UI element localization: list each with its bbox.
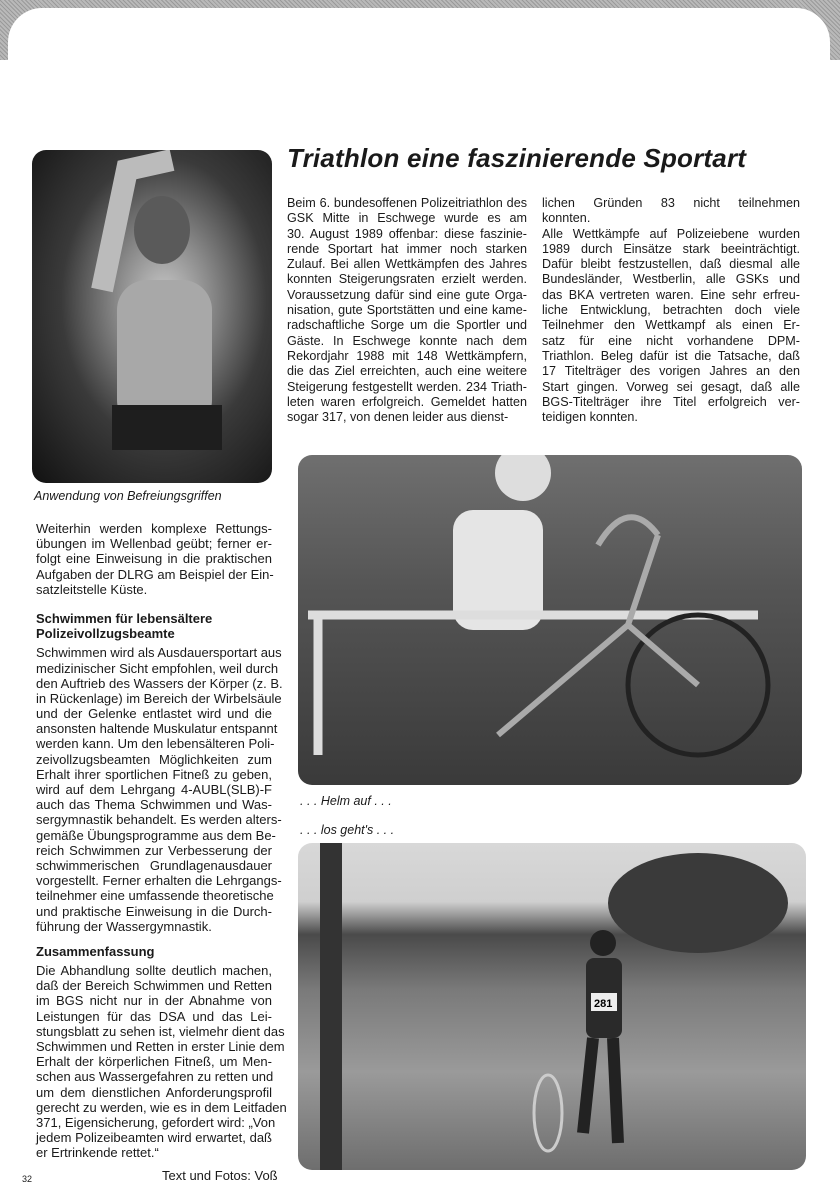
- text-line: Leistungen für das DSA und das Lei-: [36, 1008, 272, 1024]
- text-line: gerecht zu werden, wie es in dem Leitfaden: [36, 1099, 287, 1115]
- text-line: 30. August 1989 offenbar: diese faszinie-: [287, 226, 527, 241]
- text-line: konnten Steigerungsraten erzielt werden.: [287, 272, 527, 287]
- text-line: Teilnehmer den Wettkampf als einen Er-: [542, 318, 800, 333]
- text-line: jedem Polizeibeamten wird erwartet, daß: [36, 1130, 272, 1146]
- text-line: Zulauf. Bei allen Wettkämpfen des Jahres: [287, 257, 527, 272]
- text-line: die das Ziel erreichten, auch eine weitere: [287, 364, 527, 379]
- text-line: wird auf dem Lehrgang 4-AUBL(SLB)-F: [36, 782, 272, 797]
- page-number: 32: [22, 1174, 33, 1184]
- photo2-caption: . . . Helm auf . . .: [300, 794, 392, 808]
- paragraph: [542, 227, 800, 426]
- text-line: radschaftliche Sorge um die Sportler und: [287, 318, 527, 333]
- text-line: satzleitstelle Küste.: [36, 581, 148, 597]
- paragraph: [36, 963, 287, 1161]
- text-line: BGS-Titelträger ihre Titel erfolgreich ver-: [542, 394, 800, 409]
- credit-line: Text und Fotos: Voß: [162, 1168, 278, 1183]
- text-line: und der Gelenke entlastet wird und die: [36, 706, 272, 722]
- text-line: stungsblatt zu sehen ist, vielmehr dient das: [36, 1023, 285, 1039]
- text-line: schwimmerischen Grundlagenausdauer: [36, 857, 272, 873]
- spacer: [36, 934, 272, 938]
- text-line: teidigen konnten.: [542, 410, 638, 425]
- text-line: 1989 durch Einsätze stark beeinträchtigt.: [542, 241, 800, 256]
- photo1-caption: Anwendung von Befreiungsgriffen: [34, 489, 222, 503]
- text-line: 371, Eigensicherung, gefordert wird: „Von: [36, 1114, 276, 1130]
- left-column-text: [36, 521, 287, 1161]
- text-line: führung der Wassergymnastik.: [36, 918, 212, 934]
- text-line: vorgestellt. Ferner erhalten die Lehrgangs-: [36, 873, 282, 889]
- text-line: nisation, gute Sportstätten und eine kame-: [287, 303, 527, 318]
- text-line: Steigerung festgestellt werden. 234 Triath-: [287, 379, 527, 394]
- text-line: den Auftrieb des Wassers der Körper (z. B.: [36, 675, 283, 691]
- text-line: werden kann. Um den lebensälteren Poli-: [36, 736, 275, 752]
- spacer: [36, 597, 272, 605]
- text-line: Polizeivollzugsbeamte: [36, 626, 175, 642]
- text-line: Start gingen. Vorweg sei gesagt, daß alle: [542, 379, 800, 394]
- text-line: ansonsten haltende Muskulatur entspannt: [36, 721, 278, 737]
- text-line: schen aus Wassergefahren zu retten und: [36, 1069, 274, 1085]
- text-line: Beim 6. bundesoffenen Polizeitriathlon des: [287, 196, 527, 210]
- text-line: liche Entwicklung, betrachten doch viele: [542, 303, 800, 318]
- text-line: daß der Bereich Schwimmen und Retten: [36, 978, 272, 994]
- text-line: leten waren erfolgreich. Gemeldet hatten: [287, 394, 527, 409]
- article-title: Triathlon eine faszinierende Sportart: [287, 143, 747, 173]
- photo3-caption: . . . los geht's . . .: [300, 823, 395, 837]
- text-line: Gäste. In Eschwege konnte nach dem: [287, 333, 527, 348]
- section-heading: [36, 611, 272, 641]
- text-line: folgt eine Einweisung in die praktischen: [36, 551, 272, 567]
- paragraph: [36, 645, 283, 934]
- text-line: GSK Mitte in Eschwege wurde es am: [287, 211, 527, 226]
- paragraph: [36, 521, 272, 597]
- text-line: das BKA vertreten waren. Eine sehr erfreu-: [542, 287, 800, 302]
- text-line: konnten.: [542, 211, 591, 226]
- text-line: teilnehmer eine umfassende theoretische: [36, 888, 274, 904]
- text-line: um dem dienstlichen Anforderungsprofil: [36, 1084, 272, 1100]
- cyclist-bike-drawing: [298, 455, 802, 785]
- text-line: gemäße Übungsprogramme aus dem Be-: [36, 827, 276, 843]
- text-line: rende Sportart hat immer noch starken: [287, 241, 527, 256]
- text-line: Erhalt der körperlichen Fitneß, um Men-: [36, 1054, 272, 1070]
- text-line: Erhalt ihrer sportlichen Fitneß zu geben,: [36, 766, 272, 782]
- text-line: Triathlon. Beleg dafür ist die Tatsache, daß: [542, 348, 800, 363]
- article-column-1: [287, 196, 527, 425]
- text-line: Bundesländer, Westberlin, alle GSKs und: [542, 272, 800, 287]
- section-heading: [36, 944, 272, 959]
- text-line: zeivollzugsbeamten Möglichkeiten zum: [36, 751, 272, 767]
- text-line: reich Schwimmen zur Verbesserung der: [36, 842, 272, 858]
- text-line: im BGS nicht nur in der Abnahme von: [36, 993, 272, 1009]
- photo-running-with-bike: [298, 843, 806, 1170]
- text-line: er Ertrinkende rettet.“: [36, 1145, 159, 1161]
- text-line: medizinischer Sicht empfohlen, weil durch: [36, 660, 279, 676]
- article-column-2: [542, 196, 800, 425]
- text-line: übungen im Wellenbad geübt; ferner er-: [36, 536, 272, 552]
- text-line: 17 Titelträger des vorigen Jahres an den: [542, 364, 800, 379]
- text-line: Schwimmen und Retten in erster Linie dem: [36, 1039, 285, 1054]
- photo-helmet-bike: [298, 455, 802, 785]
- text-line: Rekordjahr 1988 mit 148 Wettkämpfern,: [287, 348, 527, 363]
- text-line: Alle Wettkämpfe auf Polizeiebene wurden: [542, 226, 800, 241]
- paragraph: [287, 196, 527, 425]
- text-line: Weiterhin werden komplexe Rettungs-: [36, 521, 272, 536]
- text-line: lichen Gründen 83 nicht teilnehmen: [542, 196, 800, 210]
- page-border: [0, 0, 840, 60]
- text-line: Voraussetzung dafür sind eine gute Orga-: [287, 287, 527, 302]
- text-line: satz für eine nicht vorhandene DPM-: [542, 333, 800, 348]
- text-line: sogar 317, von denen leider aus dienst-: [287, 410, 509, 425]
- text-line: Zusammenfassung: [36, 943, 155, 959]
- text-line: Die Abhandlung sollte deutlich machen,: [36, 963, 272, 979]
- bib-number: 281: [594, 998, 613, 1010]
- text-line: in Rückenlage) im Bereich der Wirbelsäule: [36, 690, 282, 706]
- paragraph: [542, 196, 800, 227]
- text-line: auch das Thema Schwimmen und Was-: [36, 797, 272, 813]
- swimmer-figure: [32, 150, 272, 483]
- text-line: sergymnastik behandelt. Es werden alters-: [36, 812, 282, 828]
- text-line: Aufgaben der DLRG am Beispiel der Ein-: [36, 566, 274, 582]
- runner-drawing: [298, 843, 806, 1170]
- text-line: Schwimmen für lebensältere: [36, 610, 213, 626]
- text-line: Dafür bleibt festzustellen, daß diesmal alle: [542, 257, 800, 272]
- photo-rescue-grip: [32, 150, 272, 483]
- text-line: Schwimmen wird als Ausdauersportart aus: [36, 645, 282, 661]
- text-line: und praktische Einweisung in die Durch-: [36, 903, 272, 919]
